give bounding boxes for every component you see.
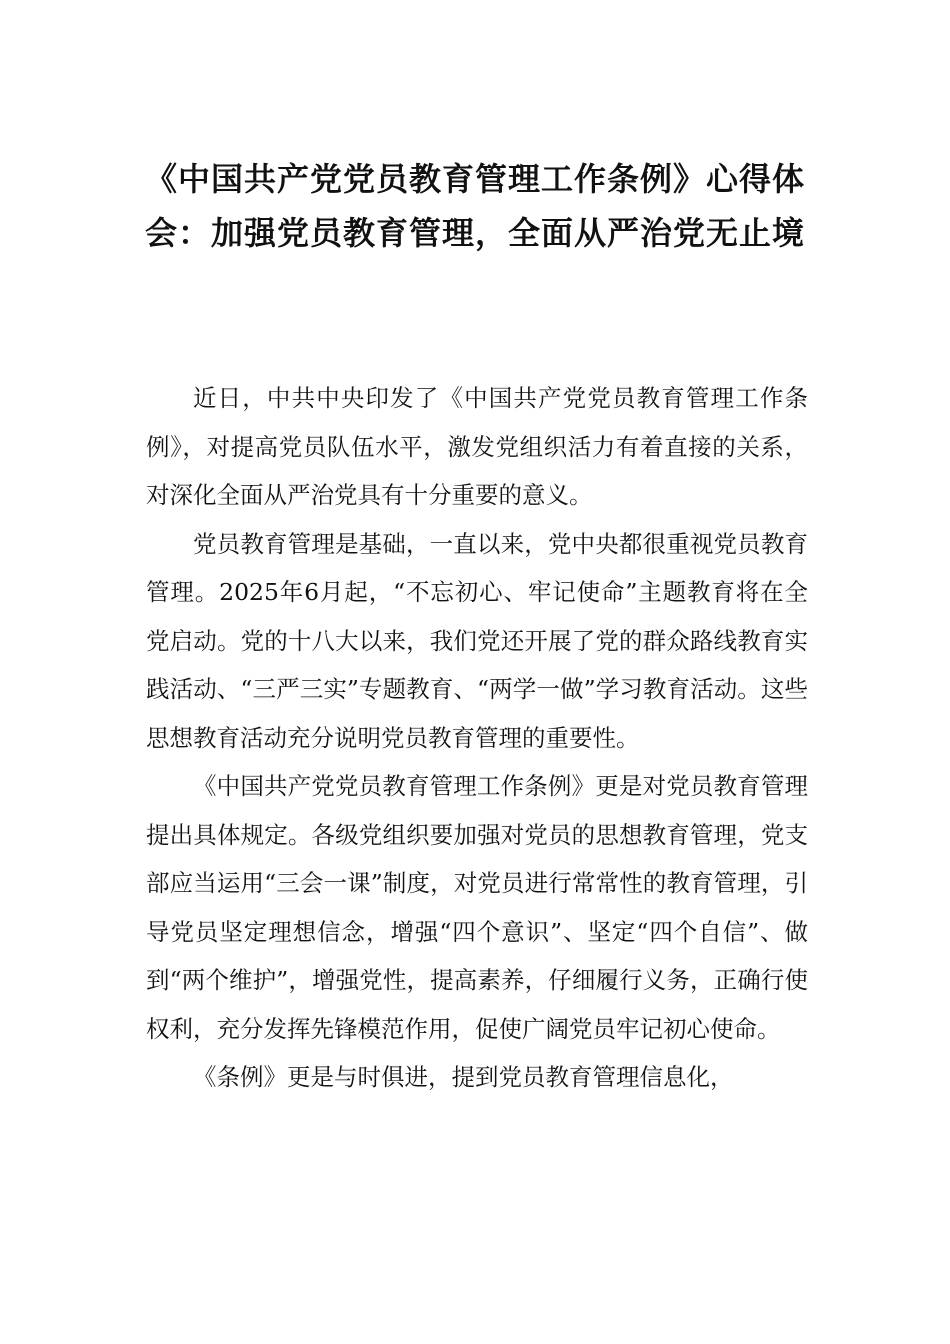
- paragraph-4: 《条例》更是与时俱进，提到党员教育管理信息化，: [193, 1063, 734, 1091]
- document-title: 《中国共产党党员教育管理工作条例》心得体会：加强党员教育管理，全面从严治党无止境: [144, 160, 805, 252]
- document-body: [146, 374, 808, 1102]
- paragraph-1: 近日，中共中央印发了《中国共产党党员教育管理工作条例》，对提高党员队伍水平，激发党组织活力有着直接的关系，对深化全面从严治党具有十分重要的意义。: [146, 384, 808, 509]
- paragraph-2: 党员教育管理是基础，一直以来，党中央都很重视党员教育管理。2025年6月起，“不忘初心、牢记使命”主题教育将在全党启动。党的十八大以来，我们党还开展了党的群众路线教育实践活动、“三严三实”专题教育、“两学一做”学习教育活动。这些思想教育活动充分说明党员教育管理的重要性。: [146, 529, 808, 752]
- paragraph-3: 《中国共产党党员教育管理工作条例》更是对党员教育管理提出具体规定。各级党组织要加强对党员的思想教育管理，党支部应当运用“三会一课”制度，对党员进行常常性的教育管理，引导党员坚定理想信念，增强“四个意识”、坚定“四个自信”、做到“两个维护”，增强党性，提高素养，仔细履行义务，正确行使权利，充分发挥先锋模范作用，促使广阔党员牢记初心使命。: [146, 772, 808, 1043]
